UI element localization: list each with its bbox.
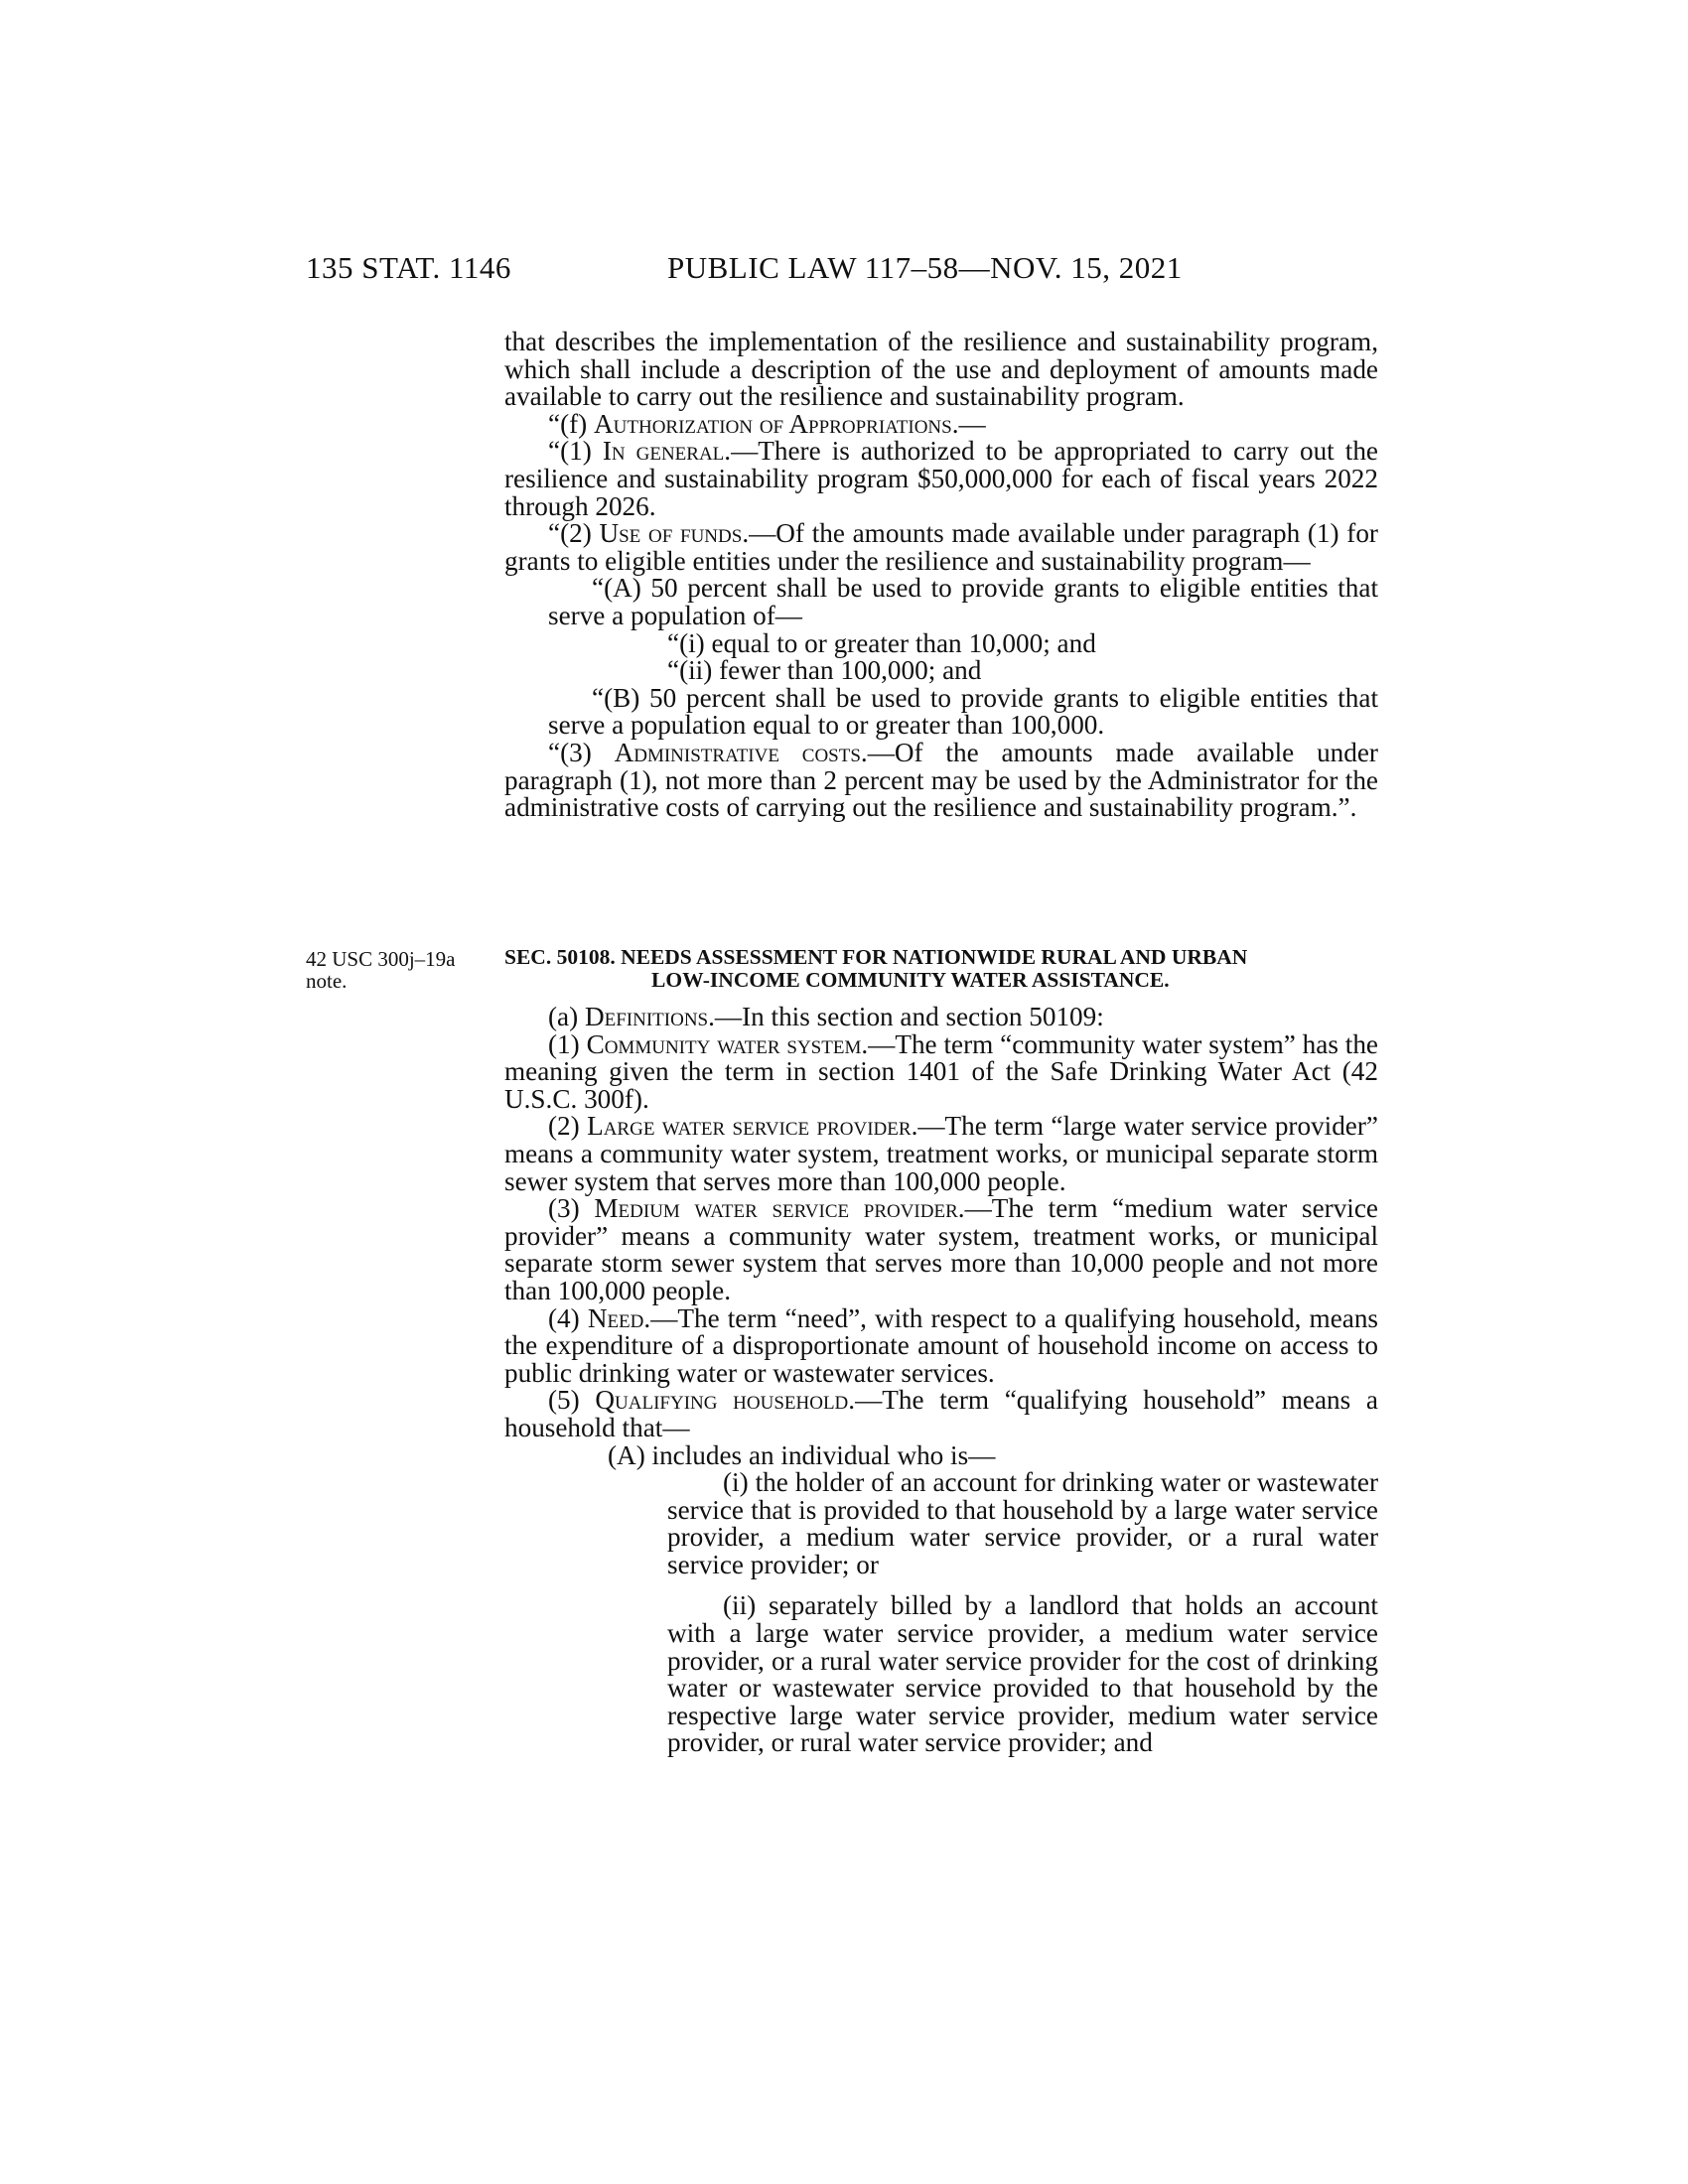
paragraph-f1: “(1) In general.—There is authorized to be appropriated to carry out the resilience and sustainability program $50,000,000 for each of fiscal years 2022 through 2026. [504, 436, 1378, 521]
section-50108-heading [504, 946, 1378, 992]
paragraph-f1-title: In general [602, 436, 725, 467]
statute-page-reference: 135 STAT. 1146 [306, 250, 511, 285]
paragraph-f3: “(3) Administrative costs.—Of the amounts made available under paragraph (1), not more than 2 percent may be used by the Administrator for the administrative costs of carrying out the resilience and sustainability program.”. [504, 737, 1378, 823]
paragraph-f2-title: Use of funds [599, 518, 743, 549]
subsection-a-title: Definitions [584, 1002, 709, 1031]
margin-note-usc-citation: 42 USC 300j–19a note. [306, 947, 456, 993]
clause-f2-A-i: “(i) equal to or greater than 10,000; and [667, 627, 1096, 658]
clause-5-A-i: (i) the holder of an account for drinking water or wastewater service that is provided to that household by a large water service provider, a medium water service provider, or a rural water service provider; or [667, 1467, 1378, 1579]
subparagraph-f2-B: “(B) 50 percent shall be used to provide grants to eligible entities that serve a population equal to or greater than 100,000. [548, 682, 1378, 741]
definition-2-title: Large water service provider [587, 1111, 912, 1142]
definition-3-medium-provider: (3) Medium water service provider.—The term “medium water service provider” means a community water system, treatment works, or municipal separate storm sewer system that serves more than 10,000 people and not more than 100,000 people. [504, 1193, 1378, 1305]
paragraph-f2: “(2) Use of funds.—Of the amounts made available under paragraph (1) for grants to eligible entities under the resilience and sustainability program— [504, 518, 1378, 576]
definition-3-title: Medium water service provider [594, 1193, 958, 1224]
section-heading-line-1: SEC. 50108. NEEDS ASSESSMENT FOR NATIONWIDE RURAL AND URBAN [504, 945, 1248, 969]
definition-5-title: Qualifying household [595, 1385, 849, 1416]
clause-f2-A-ii: “(ii) fewer than 100,000; and [667, 655, 982, 686]
definition-1-title: Community water system [586, 1028, 862, 1059]
public-law-title: PUBLIC LAW 117–58—NOV. 15, 2021 [667, 250, 1183, 285]
definition-2-large-provider: (2) Large water service provider.—The term “large water service provider” means a community water system, treatment works, or municipal separate storm sewer system that serves more than 100,000 people. [504, 1111, 1378, 1196]
subsection-a-definitions: (a) Definitions.—In this section and section 50109: [548, 1002, 1104, 1031]
page-header [0, 250, 1688, 290]
definition-5-qualifying-household: (5) Qualifying household.—The term “qualifying household” means a household that— [504, 1385, 1378, 1442]
section-heading-line-2: LOW-INCOME COMMUNITY WATER ASSISTANCE. [651, 968, 1170, 992]
paragraph-f3-title: Administrative costs [614, 737, 861, 767]
definition-4-need: (4) Need.—The term “need”, with respect to a qualifying household, means the expenditure of a disproportionate amount of household income on access to public drinking water or wastewater services. [504, 1302, 1378, 1388]
definition-1-community-water-system: (1) Community water system.—The term “community water system” has the meaning given the term in section 1401 of the Safe Drinking Water Act (42 U.S.C. 300f). [504, 1028, 1379, 1114]
subparagraph-f2-A: “(A) 50 percent shall be used to provide grants to eligible entities that serve a population of— [548, 573, 1378, 630]
subsection-f-title: Authorization of Appropriations [594, 408, 952, 439]
subsection-f-heading: “(f) Authorization of Appropriations.— [548, 408, 986, 439]
section-50108-body [504, 1004, 1378, 1757]
subparagraph-5-A: (A) includes an individual who is— [608, 1439, 996, 1470]
continuation-text-block [504, 329, 1378, 822]
continued-paragraph: that describes the implementation of the resilience and sustainability program, which shall include a description of the use and deployment of amounts made available to carry out the resilience and sustainability program. [504, 327, 1378, 412]
clause-5-A-ii: (ii) separately billed by a landlord that holds an account with a large water service provider, a medium water service provider, or a rural water service provider for the cost of drinking water or wastewater service provided to that household by the respective large water service provider, medium water service provider, or rural water service provider; and [667, 1590, 1378, 1758]
definition-4-title: Need [587, 1302, 644, 1333]
